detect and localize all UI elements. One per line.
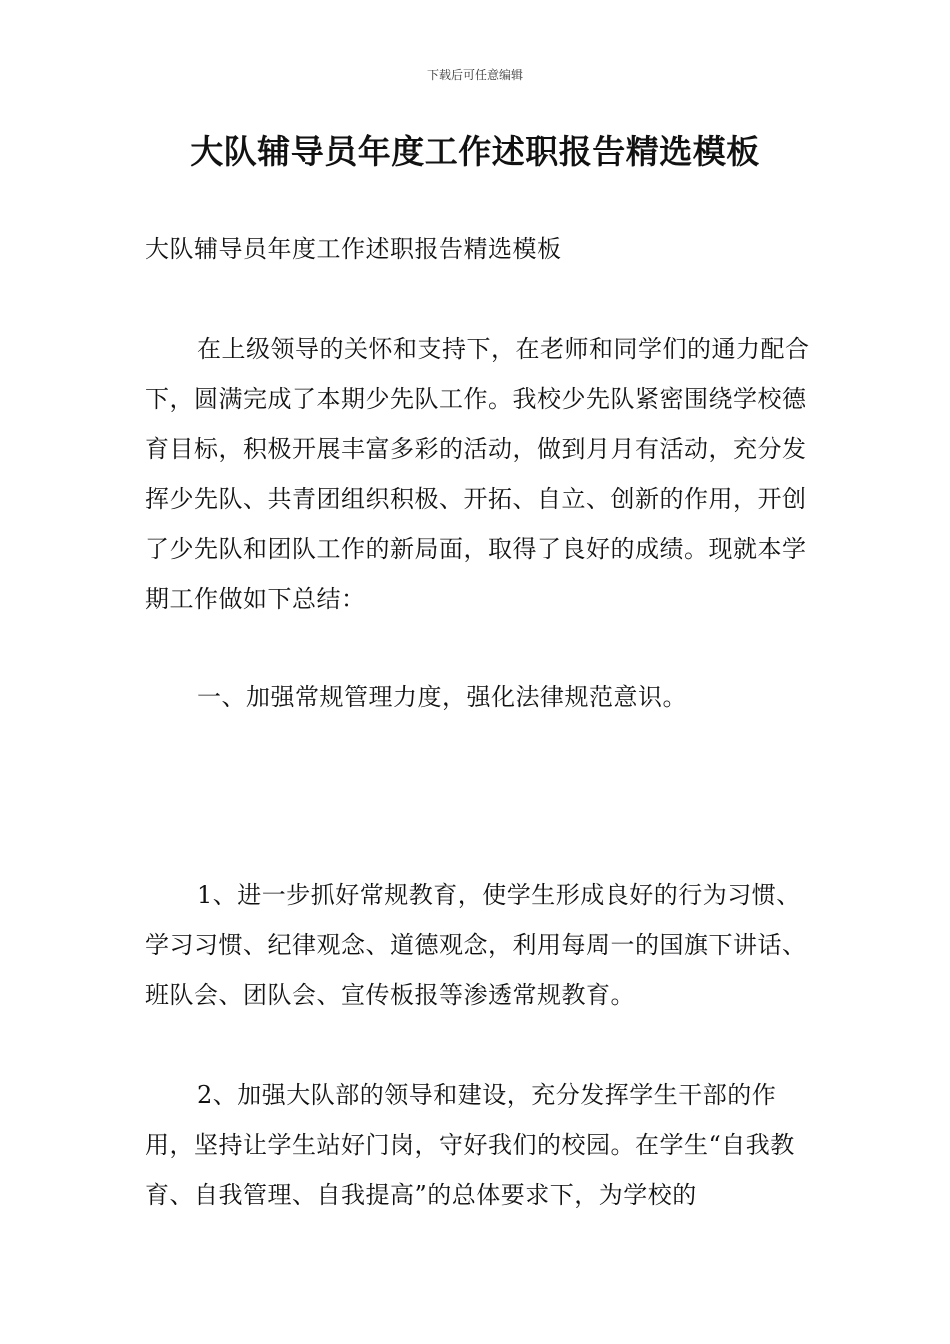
paragraph-item-2: 2、加强大队部的领导和建设，充分发挥学生干部的作用，坚持让学生站好门岗，守好我们的校园。在学生“自我教育、自我管理、自我提高”的总体要求下，为学校的 <box>145 1081 795 1209</box>
paragraph-item-1: 1、进一步抓好常规教育，使学生形成良好的行为习惯、学习习惯、纪律观念、道德观念，利用每周一的国旗下讲话、班队会、团队会、宣传板报等渗透常规教育。 <box>145 881 807 1009</box>
paragraph-intro: 在上级领导的关怀和支持下，在老师和同学们的通力配合下，圆满完成了本期少先队工作。我校少先队紧密围绕学校德育目标，积极开展丰富多彩的活动，做到月月有活动，充分发挥少先队、共青团组织积极、开拓、自立、创新的作用，开创了少先队和团队工作的新局面，取得了良好的成绩。现就本学期工作做如下总结： <box>145 335 810 613</box>
section-heading-1: 一、加强常规管理力度，强化法律规范意识。 <box>197 683 687 711</box>
document-subtitle: 大队辅导员年度工作述职报告精选模板 <box>145 235 562 263</box>
document-title: 大队辅导员年度工作述职报告精选模板 <box>190 132 760 171</box>
header-note: 下载后可任意编辑 <box>426 68 523 82</box>
